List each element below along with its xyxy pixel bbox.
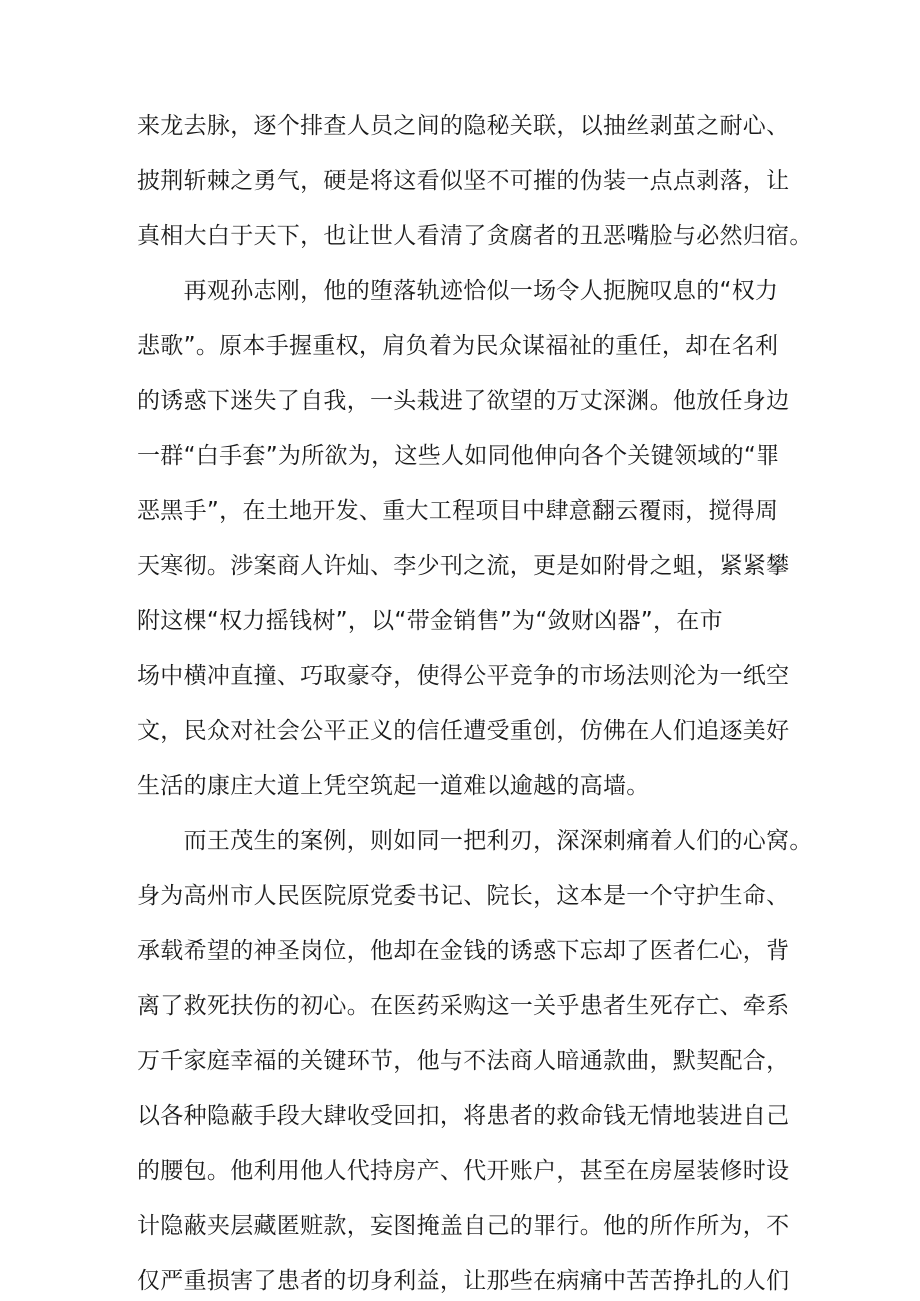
text-line: 恶黑手”，在土地开发、重大工程项目中肆意翻云覆雨，搅得周 (137, 498, 779, 524)
text-line: 仅严重损害了患者的切身利益，让那些在病痛中苦苦挣扎的人们 (137, 1268, 790, 1294)
text-line: 计隐蔽夹层藏匿赃款，妄图掩盖自己的罪行。他的所作所为，不 (137, 1213, 790, 1239)
text-line: 附这棵“权力摇钱树”，以“带金销售”为“敛财凶器”，在市 (137, 608, 723, 634)
text-line: 生活的康庄大道上凭空筑起一道难以逾越的高墙。 (137, 773, 650, 799)
text-line: 身为高州市人民医院原党委书记、院长，这本是一个守护生命、 (137, 883, 790, 909)
text-line: 天寒彻。涉案商人许灿、李少刊之流，更是如附骨之蛆，紧紧攀 (137, 553, 790, 579)
text-line: 一群“白手套”为所欲为，这些人如同他伸向各个关键领域的“罪 (137, 443, 780, 469)
text-line: 而王茂生的案例，则如同一把利刃，深深刺痛着人们的心窝。 (137, 828, 813, 854)
text-line: 来龙去脉，逐个排查人员之间的隐秘关联，以抽丝剥茧之耐心、 (137, 113, 790, 139)
text-line: 真相大白于天下，也让世人看清了贪腐者的丑恶嘴脸与必然归宿。 (137, 223, 813, 249)
text-line: 离了救死扶伤的初心。在医药采购这一关乎患者生死存亡、牵系 (137, 993, 790, 1019)
text-line: 万千家庭幸福的关键环节，他与不法商人暗通款曲，默契配合， (137, 1048, 790, 1074)
text-line: 文，民众对社会公平正义的信任遭受重创，仿佛在人们追逐美好 (137, 718, 790, 744)
text-line: 的腰包。他利用他人代持房产、代开账户，甚至在房屋装修时设 (137, 1158, 790, 1184)
text-line: 场中横冲直撞、巧取豪夺，使得公平竞争的市场法则沦为一纸空 (137, 663, 790, 689)
text-line: 再观孙志刚，他的堕落轨迹恰似一场令人扼腕叹息的“权力 (137, 278, 779, 304)
text-line: 承载希望的神圣岗位，他却在金钱的诱惑下忘却了医者仁心，背 (137, 938, 790, 964)
text-line: 披荆斩棘之勇气，硬是将这看似坚不可摧的伪装一点点剥落，让 (137, 168, 790, 194)
text-line: 悲歌”。原本手握重权，肩负着为民众谋福祉的重任，却在名利 (137, 333, 779, 359)
text-line: 以各种隐蔽手段大肆收受回扣，将患者的救命钱无情地装进自己 (137, 1103, 790, 1129)
text-line: 的诱惑下迷失了自我，一头栽进了欲望的万丈深渊。他放任身边 (137, 388, 790, 414)
